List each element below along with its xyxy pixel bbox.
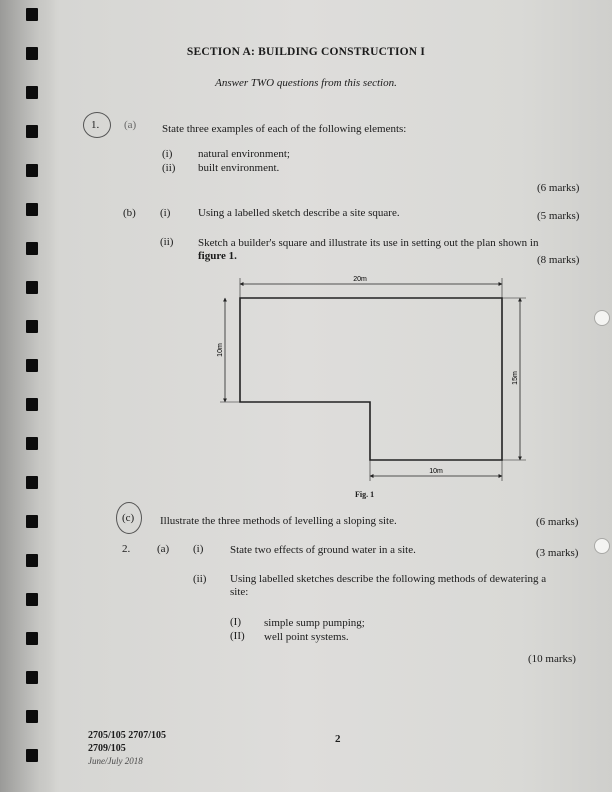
q1-b-ii-marks: (8 marks) bbox=[537, 254, 580, 266]
q2-a-i-label: (i) bbox=[193, 543, 204, 555]
section-title: SECTION A: BUILDING CONSTRUCTION I bbox=[186, 46, 426, 58]
section-instruction: Answer TWO questions from this section. bbox=[215, 77, 397, 89]
q1-a-ii-text: built environment. bbox=[198, 162, 280, 174]
pen-circle-mark bbox=[83, 112, 111, 138]
q1-b-i-text: Using a labelled sketch describe a site square. bbox=[198, 207, 400, 219]
q1-b-ii-label: (ii) bbox=[160, 236, 174, 248]
q1-b-i-marks: (5 marks) bbox=[537, 210, 580, 222]
binding-hole bbox=[26, 164, 38, 177]
binding-hole bbox=[26, 8, 38, 21]
q1-c-text: Illustrate the three methods of levelling a sloping site. bbox=[160, 515, 397, 527]
q1-a-i-label: (i) bbox=[162, 148, 173, 160]
q1-c-label: (c) bbox=[122, 512, 135, 524]
question-2-number: 2. bbox=[122, 543, 131, 555]
q1-a-label: (a) bbox=[124, 119, 137, 131]
binding-hole bbox=[26, 437, 38, 450]
dim-label-left: 10m bbox=[217, 343, 224, 357]
q2-a-ii-II-label: (II) bbox=[230, 630, 245, 642]
figure-1-plan bbox=[210, 270, 530, 482]
q2-a-i-text: State two effects of ground water in a site. bbox=[230, 544, 416, 556]
q2-a-ii-text-line2: site: bbox=[230, 586, 249, 598]
binding-hole bbox=[26, 320, 38, 333]
dim-label-bottom: 10m bbox=[429, 468, 443, 475]
page-number: 2 bbox=[335, 733, 341, 745]
binding-hole bbox=[26, 203, 38, 216]
q2-a-ii-I-label: (I) bbox=[230, 616, 241, 628]
binding-hole bbox=[26, 281, 38, 294]
footer-paper-code-2: 2709/105 bbox=[88, 743, 126, 754]
q1-b-ii-text-line1: Sketch a builder's square and illustrate its use in setting out the plan shown in bbox=[198, 237, 539, 249]
binding-hole bbox=[26, 398, 38, 411]
dim-label-right: 15m bbox=[512, 371, 519, 385]
q1-a-marks: (6 marks) bbox=[537, 182, 580, 194]
punch-hole bbox=[594, 538, 610, 554]
q1-c-marks: (6 marks) bbox=[536, 516, 579, 528]
binding-hole bbox=[26, 632, 38, 645]
q2-a-ii-marks: (10 marks) bbox=[528, 653, 576, 665]
binding-hole bbox=[26, 749, 38, 762]
punch-hole bbox=[594, 310, 610, 326]
q2-a-i-marks: (3 marks) bbox=[536, 547, 579, 559]
binding-hole bbox=[26, 671, 38, 684]
binding-hole bbox=[26, 359, 38, 372]
q2-a-ii-text-line1: Using labelled sketches describe the following methods of dewatering a bbox=[230, 573, 547, 585]
binding-hole bbox=[26, 515, 38, 528]
binding-hole bbox=[26, 476, 38, 489]
figure-caption: Fig. 1 bbox=[355, 490, 375, 499]
q1-b-ii-text-line2: figure 1. bbox=[198, 250, 237, 262]
footer-exam-date: June/July 2018 bbox=[88, 756, 143, 766]
binding-hole bbox=[26, 554, 38, 567]
footer-paper-codes: 2705/105 2707/105 bbox=[88, 730, 167, 741]
q2-a-ii-label: (ii) bbox=[193, 573, 207, 585]
q2-a-ii-II-text: well point systems. bbox=[264, 631, 349, 643]
plan-outline bbox=[240, 298, 502, 460]
q2-a-ii-I-text: simple sump pumping; bbox=[264, 617, 365, 629]
binding-hole bbox=[26, 710, 38, 723]
binding-hole bbox=[26, 125, 38, 138]
q1-b-i-label: (i) bbox=[160, 207, 171, 219]
q1-a-ii-label: (ii) bbox=[162, 162, 176, 174]
q1-b-label: (b) bbox=[123, 207, 136, 219]
q1-a-text: State three examples of each of the following elements: bbox=[162, 123, 407, 135]
dim-label-top: 20m bbox=[353, 276, 367, 283]
question-1-number: 1. bbox=[91, 119, 100, 131]
binding-hole bbox=[26, 242, 38, 255]
q1-a-i-text: natural environment; bbox=[198, 148, 290, 160]
binding-hole bbox=[26, 593, 38, 606]
q2-a-label: (a) bbox=[157, 543, 170, 555]
